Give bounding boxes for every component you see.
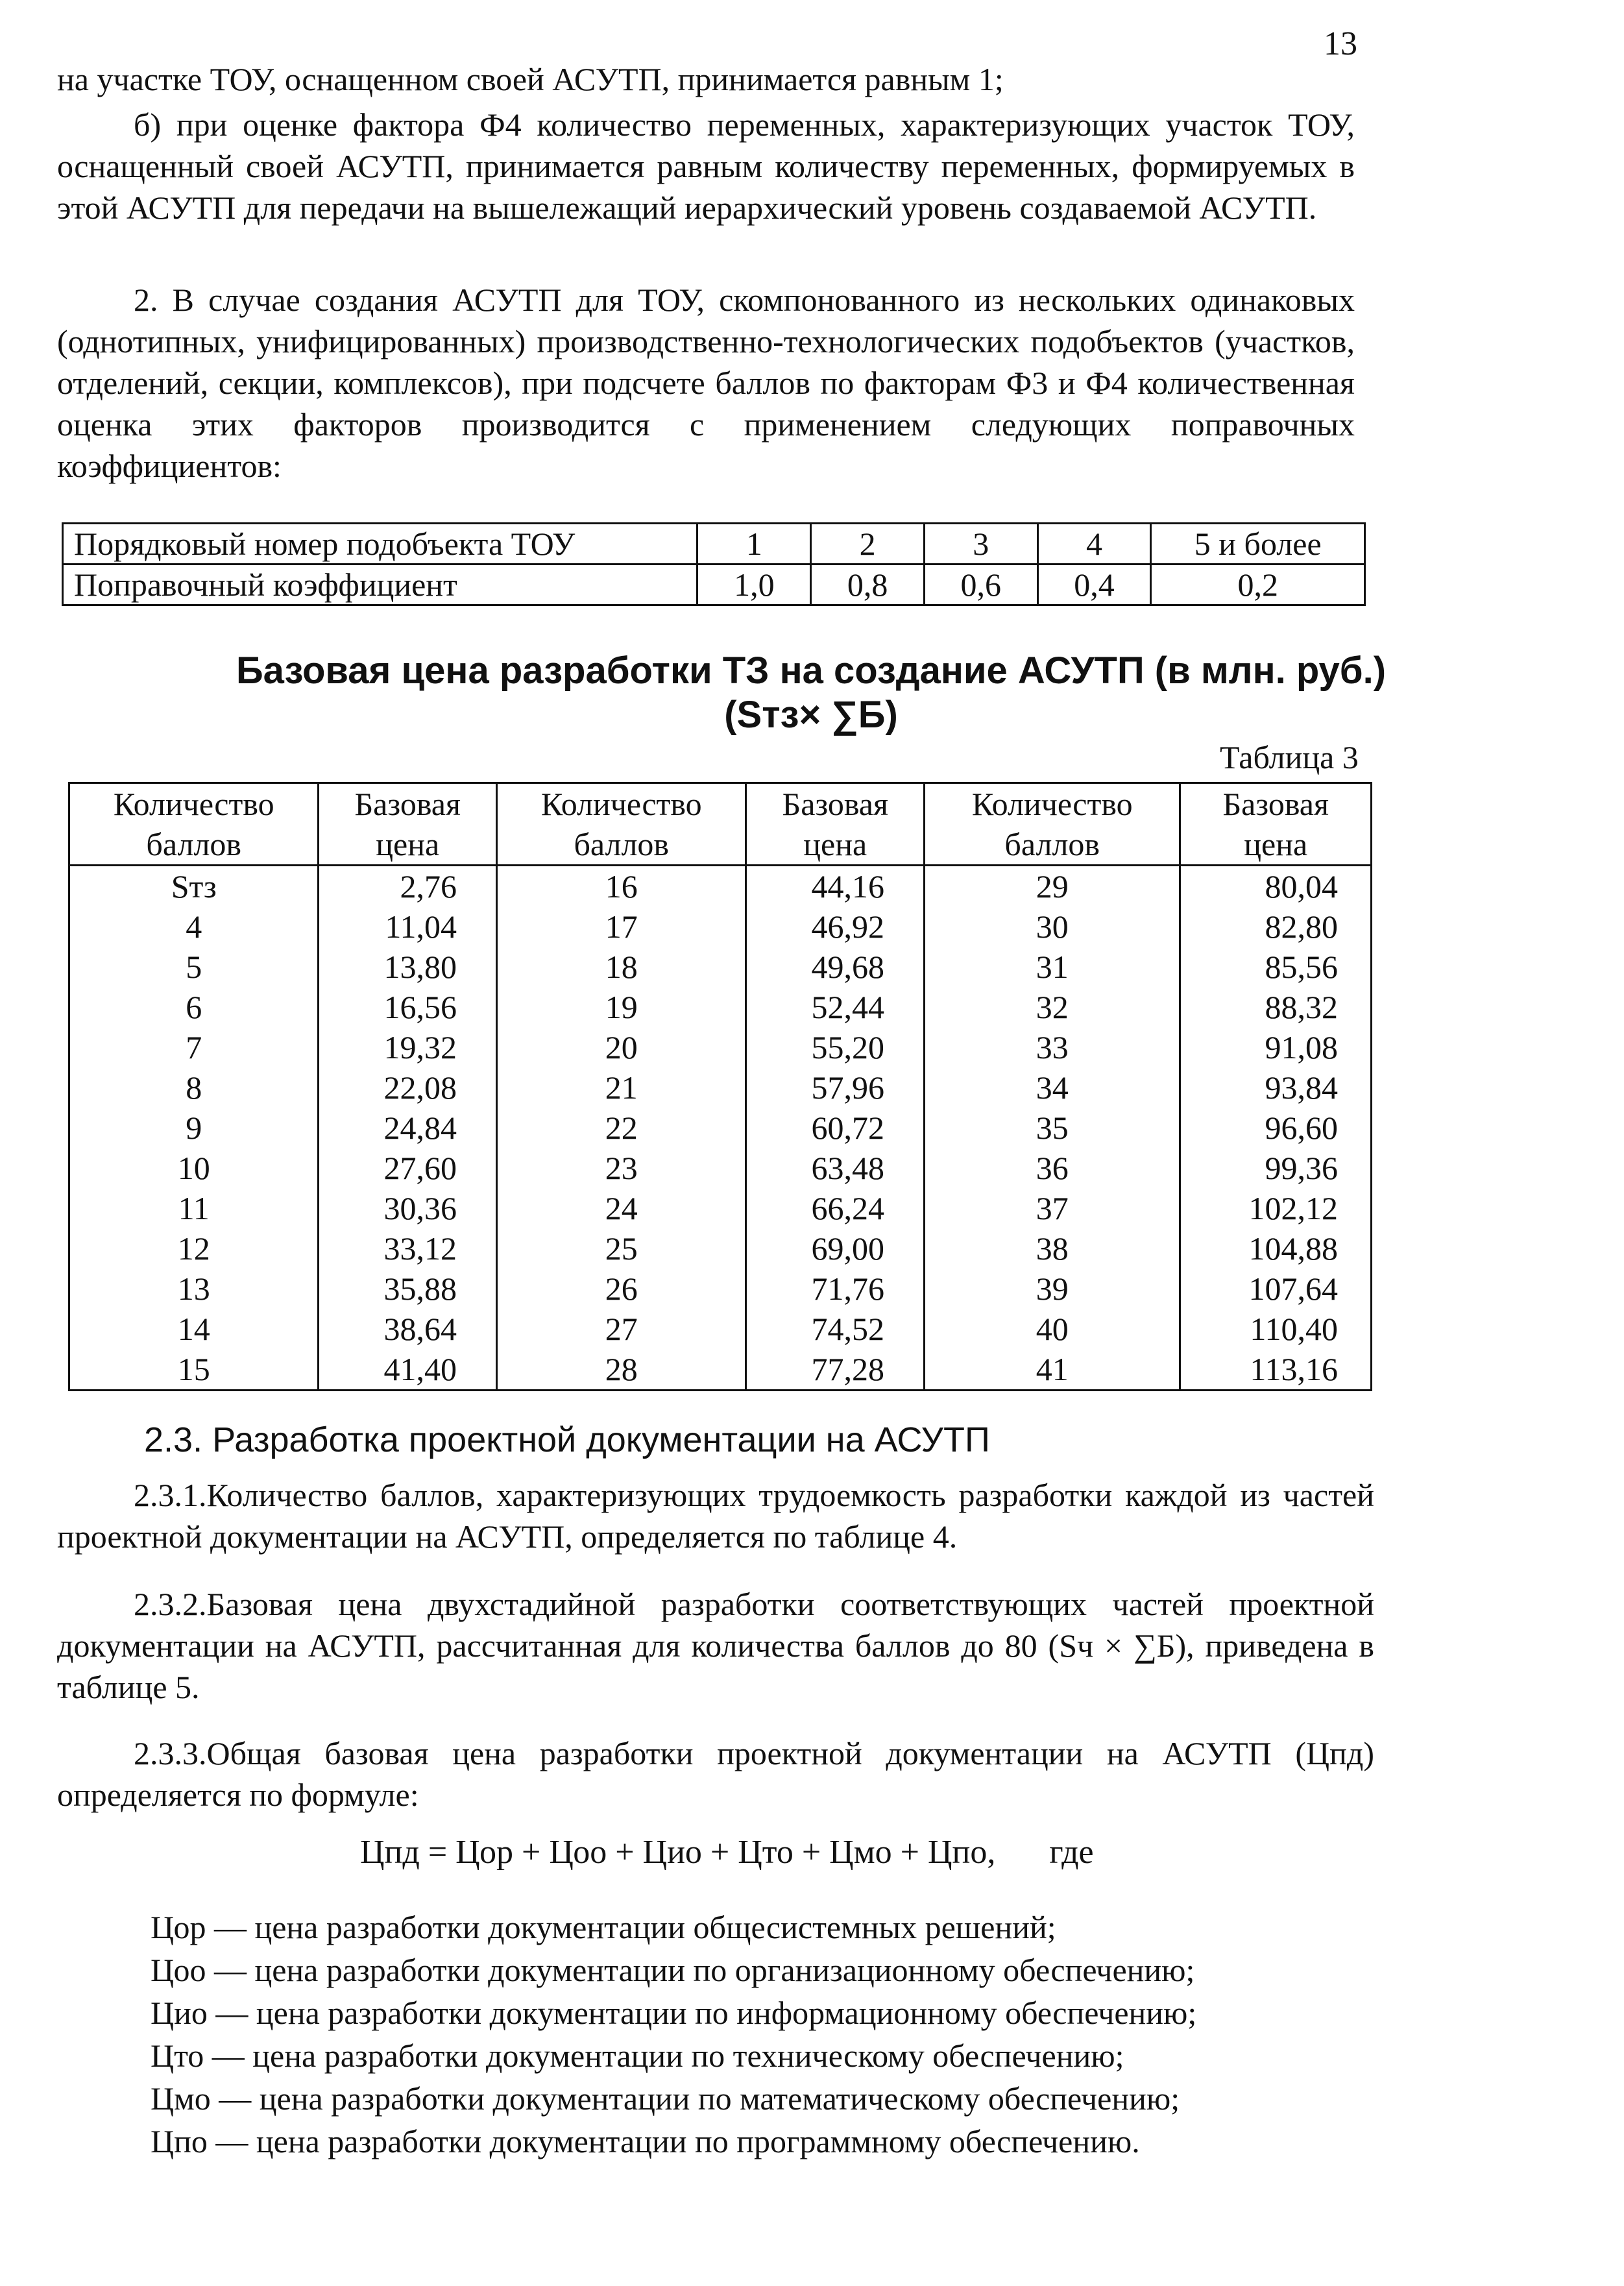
table-cell: 24,84 — [319, 1108, 497, 1148]
table-cell: 49,68 — [746, 947, 925, 987]
table-cell: 2,76 — [319, 866, 497, 907]
table-cell: 13 — [69, 1269, 319, 1309]
coef-cell: 5 и более — [1151, 524, 1365, 565]
paragraph-2-3-2: 2.3.2.Базовая цена двухстадийной разработки соответствующих частей проектной документации на АСУТП, рассчитанная для количества баллов до 80 (Sч × ∑Б), приведена в таблице 5. — [57, 1586, 1374, 1705]
coef-cell: Поправочный коэффициент — [63, 565, 697, 605]
table-row — [69, 987, 1372, 1027]
table-cell: 27,60 — [319, 1148, 497, 1188]
table-cell: 52,44 — [746, 987, 925, 1027]
table-cell: 38 — [925, 1228, 1180, 1269]
table3-title: Базовая цена разработки ТЗ на создание АСУТП (в млн. руб.) — [236, 650, 1387, 692]
table-cell: 19 — [497, 987, 746, 1027]
header-cell: Количество баллов — [925, 783, 1180, 866]
page-number: 13 — [1324, 25, 1357, 62]
coef-row-number — [63, 524, 1365, 565]
table-cell: 13,80 — [319, 947, 497, 987]
table-cell: 30 — [925, 906, 1180, 947]
table-cell: 15 — [69, 1349, 319, 1391]
definition-line: Цмо — цена разработки документации по математическому обеспечению; — [151, 2080, 1180, 2117]
coef-cell: 2 — [811, 524, 925, 565]
table-cell: 41,40 — [319, 1349, 497, 1391]
table-cell: 7 — [69, 1027, 319, 1067]
section-title: 2.3. Разработка проектной документации на АСУТП — [144, 1420, 990, 1459]
table-cell: 24 — [497, 1188, 746, 1228]
coefficient-table — [62, 522, 1366, 606]
coef-row-value — [63, 565, 1365, 605]
table-cell: 99,36 — [1180, 1148, 1372, 1188]
table-cell: 66,24 — [746, 1188, 925, 1228]
price-formula — [360, 1833, 1094, 1871]
table-cell: 60,72 — [746, 1108, 925, 1148]
table-cell: 44,16 — [746, 866, 925, 907]
table-row — [69, 1148, 1372, 1188]
definition-line: Цор — цена разработки документации общесистемных решений; — [151, 1909, 1056, 1945]
table-row — [69, 866, 1372, 907]
table-cell: 71,76 — [746, 1269, 925, 1309]
table-cell: 35,88 — [319, 1269, 497, 1309]
table-cell: 16,56 — [319, 987, 497, 1027]
table-row — [69, 1228, 1372, 1269]
table-cell: 25 — [497, 1228, 746, 1269]
table-cell: 5 — [69, 947, 319, 987]
table-cell: 69,00 — [746, 1228, 925, 1269]
table-cell: 63,48 — [746, 1148, 925, 1188]
definition-line: Цио — цена разработки документации по информационному обеспечению; — [151, 1995, 1197, 2031]
table-cell: 102,12 — [1180, 1188, 1372, 1228]
table-cell: 6 — [69, 987, 319, 1027]
formula-expression: Цпд = Цор + Цоо + Цио + Цто + Цмо + Цпо, — [360, 1834, 996, 1871]
table-cell: 46,92 — [746, 906, 925, 947]
table-cell: 8 — [69, 1067, 319, 1108]
header-cell: Базовая цена — [1180, 783, 1372, 866]
paragraph-2: 2. В случае создания АСУТП для ТОУ, скомпонованного из нескольких одинаковых (однотипных, унифицированных) производственно-технологических подобъектов (участков, отделений, секции, комплексов), при подсчете баллов по факторам Ф3 и Ф4 количественная оценка этих факторов производится с применением следующих поправочных коэффициентов: — [57, 282, 1355, 484]
coef-cell: Порядковый номер подобъекта ТОУ — [63, 524, 697, 565]
table-cell: 18 — [497, 947, 746, 987]
table-row — [69, 1067, 1372, 1108]
table-cell: 85,56 — [1180, 947, 1372, 987]
table-cell: 10 — [69, 1148, 319, 1188]
table-row — [69, 1309, 1372, 1349]
table-cell: 55,20 — [746, 1027, 925, 1067]
table-cell: 22 — [497, 1108, 746, 1148]
table-cell: 37 — [925, 1188, 1180, 1228]
table-row — [69, 906, 1372, 947]
table3 — [68, 782, 1372, 1391]
table-cell: 9 — [69, 1108, 319, 1148]
table-cell: 34 — [925, 1067, 1180, 1108]
table-cell: 28 — [497, 1349, 746, 1391]
coef-cell: 1,0 — [697, 565, 811, 605]
table-cell: 17 — [497, 906, 746, 947]
coef-cell: 0,8 — [811, 565, 925, 605]
table-cell: 41 — [925, 1349, 1180, 1391]
table-cell: 32 — [925, 987, 1180, 1027]
coef-cell: 4 — [1037, 524, 1151, 565]
table-cell: 16 — [497, 866, 746, 907]
table-cell: 23 — [497, 1148, 746, 1188]
table-cell: 57,96 — [746, 1067, 925, 1108]
definition-line: Цоо — цена разработки документации по организационному обеспечению; — [151, 1952, 1195, 1988]
table-row — [69, 947, 1372, 987]
table-cell: 30,36 — [319, 1188, 497, 1228]
table-cell: 80,04 — [1180, 866, 1372, 907]
table-cell: 74,52 — [746, 1309, 925, 1349]
table-cell: 14 — [69, 1309, 319, 1349]
table-cell: 27 — [497, 1309, 746, 1349]
table-cell: 11,04 — [319, 906, 497, 947]
table-cell: 26 — [497, 1269, 746, 1309]
table-row — [69, 1349, 1372, 1391]
table-row — [69, 1027, 1372, 1067]
definition-line: Цто — цена разработки документации по техническому обеспечению; — [151, 2037, 1124, 2074]
paragraph-2-3-1: 2.3.1.Количество баллов, характеризующих трудоемкость разработки каждой из частей проектной документации на АСУТП, определяется по таблице 4. — [57, 1477, 1374, 1555]
table3-caption: Таблица 3 — [1220, 739, 1359, 775]
table3-header — [69, 783, 1372, 866]
table-cell: 88,32 — [1180, 987, 1372, 1027]
table-cell: 11 — [69, 1188, 319, 1228]
coef-cell: 0,2 — [1151, 565, 1365, 605]
table-cell: 38,64 — [319, 1309, 497, 1349]
table-cell: 113,16 — [1180, 1349, 1372, 1391]
table-cell: 96,60 — [1180, 1108, 1372, 1148]
header-cell: Количество баллов — [69, 783, 319, 866]
table-cell: 107,64 — [1180, 1269, 1372, 1309]
header-cell: Количество баллов — [497, 783, 746, 866]
table-cell: 77,28 — [746, 1349, 925, 1391]
definition-line: Цпо — цена разработки документации по программному обеспечению. — [151, 2123, 1140, 2159]
header-cell: Базовая цена — [319, 783, 497, 866]
coef-cell: 1 — [697, 524, 811, 565]
paragraph-b: б) при оценке фактора Ф4 количество переменных, характеризующих участок ТОУ, оснащенный своей АСУТП, принимается равным количеству переменных, формируемых в этой АСУТП для передачи на вышележащий иерархический уровень создаваемой АСУТП. — [57, 106, 1355, 226]
table-cell: 20 — [497, 1027, 746, 1067]
table-cell: 40 — [925, 1309, 1180, 1349]
table-cell: 36 — [925, 1148, 1180, 1188]
table-cell: 31 — [925, 947, 1180, 987]
coef-cell: 0,4 — [1037, 565, 1151, 605]
table-row — [69, 1108, 1372, 1148]
table-cell: 93,84 — [1180, 1067, 1372, 1108]
table-cell: 39 — [925, 1269, 1180, 1309]
table-cell: 110,40 — [1180, 1309, 1372, 1349]
table-cell: 21 — [497, 1067, 746, 1108]
table3-subtitle: (Sтз× ∑Б) — [724, 694, 898, 736]
formula-where: где — [1049, 1834, 1094, 1871]
table-cell: 4 — [69, 906, 319, 947]
table-cell: 22,08 — [319, 1067, 497, 1108]
paragraph-2-3-3: 2.3.3.Общая базовая цена разработки проектной документации на АСУТП (Цпд) определяется по формуле: — [57, 1735, 1374, 1813]
table-row — [69, 1188, 1372, 1228]
coef-cell: 0,6 — [924, 565, 1037, 605]
table-cell: 33 — [925, 1027, 1180, 1067]
table-cell: 35 — [925, 1108, 1180, 1148]
table-cell: 12 — [69, 1228, 319, 1269]
table-cell: Sтз — [69, 866, 319, 907]
table-cell: 91,08 — [1180, 1027, 1372, 1067]
header-cell: Базовая цена — [746, 783, 925, 866]
table-cell: 82,80 — [1180, 906, 1372, 947]
table-cell: 29 — [925, 866, 1180, 907]
table-cell: 33,12 — [319, 1228, 497, 1269]
table-cell: 19,32 — [319, 1027, 497, 1067]
paragraph-continuation: на участке ТОУ, оснащенном своей АСУТП, принимается равным 1; — [57, 61, 1004, 97]
table-cell: 104,88 — [1180, 1228, 1372, 1269]
coef-cell: 3 — [924, 524, 1037, 565]
table-row — [69, 1269, 1372, 1309]
